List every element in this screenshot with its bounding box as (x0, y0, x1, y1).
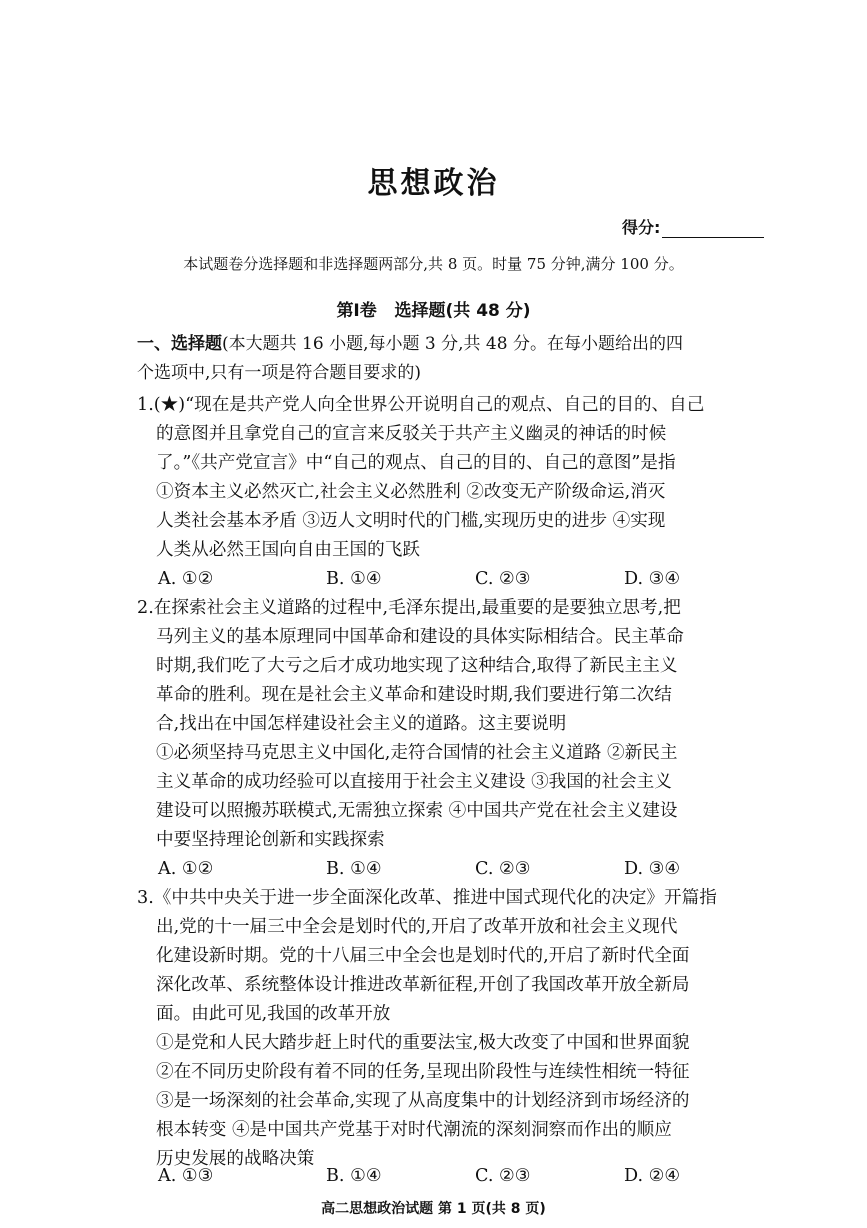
question-line: 建设可以照搬苏联模式,无需独立探索 ④中国共产党在社会主义建设 (156, 801, 678, 821)
score-blank-line (662, 223, 764, 238)
question-line: 人类社会基本矛盾 ③迈人文明时代的门槛,实现历史的进步 ④实现 (156, 511, 666, 531)
question-line: 深化改革、系统整体设计推进改革新征程,开创了我国改革开放全新局 (156, 975, 690, 995)
option-d: D. ③④ (624, 569, 681, 589)
option-c: C. ②③ (475, 569, 531, 589)
score-label: 得分: (622, 218, 661, 237)
question-line: 1.(★)“现在是共产党人向全世界公开说明自己的观点、自己的目的、自己 (137, 395, 705, 415)
page-title: 思想政治 (367, 166, 500, 201)
question-line: ②在不同历史阶段有着不同的任务,呈现出阶段性与连续性相统一特征 (156, 1062, 690, 1082)
option-d: D. ③④ (624, 859, 681, 879)
question-line: 马列主义的基本原理同中国革命和建设的具体实际相结合。民主革命 (156, 627, 684, 647)
question-line: 时期,我们吃了大亏之后才成功地实现了这种结合,取得了新民主主义 (156, 656, 678, 676)
question-line: 2.在探索社会主义道路的过程中,毛泽东提出,最重要的是要独立思考,把 (137, 598, 681, 618)
question-line: 根本转变 ④是中国共产党基于对时代潮流的深刻洞察而作出的顺应 (156, 1120, 672, 1140)
question-line: 的意图并且拿党自己的宣言来反驳关于共产主义幽灵的神话的时候 (156, 424, 667, 444)
question-line: 了。”《共产党宣言》中“自己的观点、自己的目的、自己的意图”是指 (156, 453, 676, 473)
part-instruction-2: 个选项中,只有一项是符合题目要求的) (137, 363, 422, 383)
question-line: 革命的胜利。现在是社会主义革命和建设时期,我们要进行第二次结 (156, 685, 672, 705)
score-field (622, 215, 764, 238)
exam-intro: 本试题卷分选择题和非选择题两部分,共 8 页。时量 75 分钟,满分 100 分。 (183, 255, 684, 273)
question-line: 人类从必然王国向自由王国的飞跃 (156, 540, 420, 560)
option-a: A. ①② (158, 859, 214, 879)
option-b: B. ①④ (326, 569, 382, 589)
question-line: 3.《中共中央关于进一步全面深化改革、推进中国式现代化的决定》开篇指 (137, 888, 717, 908)
question-line: 主义革命的成功经验可以直接用于社会主义建设 ③我国的社会主义 (156, 772, 672, 792)
part-label: 一、选择题 (137, 334, 222, 354)
option-d: D. ②④ (624, 1166, 681, 1186)
option-b: B. ①④ (326, 1166, 382, 1186)
question-line: ①是党和人民大踏步赶上时代的重要法宝,极大改变了中国和世界面貌 (156, 1033, 690, 1053)
option-a: A. ①③ (158, 1166, 214, 1186)
question-line: ③是一场深刻的社会革命,实现了从高度集中的计划经济到市场经济的 (156, 1091, 690, 1111)
question-line: 合,找出在中国怎样建设社会主义的道路。这主要说明 (156, 714, 567, 734)
question-line: ①资本主义必然灭亡,社会主义必然胜利 ②改变无产阶级命运,消灭 (156, 482, 666, 502)
section-title: 第Ⅰ卷 选择题(共 48 分) (336, 301, 531, 321)
part-instruction-1: (本大题共 16 小题,每小题 3 分,共 48 分。在每小题给出的四 (222, 334, 683, 354)
question-line: ①必须坚持马克思主义中国化,走符合国情的社会主义道路 ②新民主 (156, 743, 678, 763)
option-a: A. ①② (158, 569, 214, 589)
option-c: C. ②③ (475, 859, 531, 879)
part-heading (137, 330, 747, 388)
page-footer: 高二思想政治试题 第 1 页(共 8 页) (321, 1201, 546, 1217)
question-line: 历史发展的战略决策 (156, 1149, 315, 1169)
option-c: C. ②③ (475, 1166, 531, 1186)
option-b: B. ①④ (326, 859, 382, 879)
question-line: 化建设新时期。党的十八届三中全会也是划时代的,开启了新时代全面 (156, 946, 690, 966)
question-line: 面。由此可见,我国的改革开放 (156, 1004, 391, 1024)
question-line: 出,党的十一届三中全会是划时代的,开启了改革开放和社会主义现代 (156, 917, 678, 937)
question-line: 中要坚持理论创新和实践探索 (156, 830, 385, 850)
